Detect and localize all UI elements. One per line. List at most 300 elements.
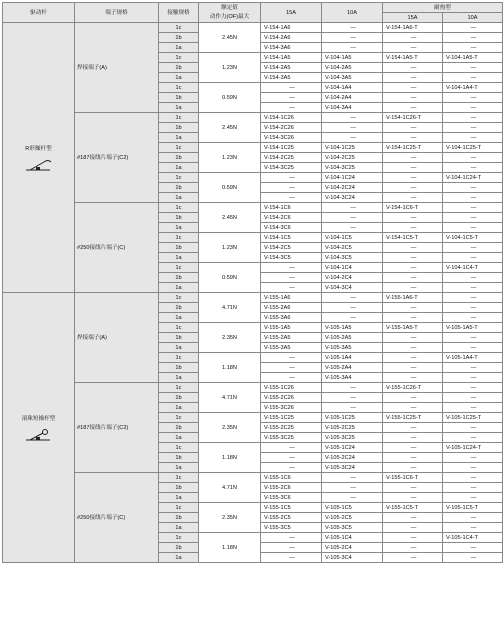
model-cell: —: [443, 133, 503, 143]
model-cell: —: [443, 163, 503, 173]
model-cell: —: [322, 493, 383, 503]
model-cell: —: [443, 473, 503, 483]
model-cell: —: [443, 33, 503, 43]
contact-cell: 1b: [159, 93, 199, 103]
contact-cell: 1a: [159, 163, 199, 173]
model-cell: —: [383, 523, 443, 533]
model-cell: V-105-1A5: [322, 323, 383, 333]
model-cell: V-155-1C26-T: [383, 383, 443, 393]
model-cell: —: [443, 103, 503, 113]
header-heat-resistant: 耐热型: [383, 3, 503, 13]
model-cell: —: [322, 403, 383, 413]
contact-cell: 1a: [159, 223, 199, 233]
contact-cell: 1b: [159, 453, 199, 463]
model-cell: —: [443, 453, 503, 463]
model-cell: —: [383, 303, 443, 313]
model-cell: —: [443, 243, 503, 253]
op-force-cell: 1.18N: [199, 353, 261, 383]
model-cell: V-105-1A4: [322, 353, 383, 363]
model-cell: V-104-1A5: [322, 53, 383, 63]
contact-cell: 1c: [159, 353, 199, 363]
model-cell: —: [383, 163, 443, 173]
model-cell: —: [443, 393, 503, 403]
op-force-cell: 4.71N: [199, 383, 261, 413]
model-cell: —: [383, 63, 443, 73]
model-cell: —: [443, 23, 503, 33]
model-cell: —: [383, 153, 443, 163]
model-cell: —: [322, 43, 383, 53]
model-cell: —: [383, 433, 443, 443]
model-cell: V-154-1C26: [261, 113, 322, 123]
contact-cell: 1b: [159, 363, 199, 373]
model-cell: V-155-2A5: [261, 333, 322, 343]
r-lever-icon: [4, 156, 73, 172]
model-cell: —: [261, 193, 322, 203]
model-cell: V-105-1C4-T: [443, 533, 503, 543]
model-cell: —: [383, 493, 443, 503]
model-cell: —: [383, 553, 443, 563]
model-cell: —: [383, 463, 443, 473]
model-cell: —: [322, 213, 383, 223]
model-cell: —: [383, 93, 443, 103]
model-cell: —: [322, 393, 383, 403]
model-cell: V-154-3A5: [261, 73, 322, 83]
model-cell: —: [443, 213, 503, 223]
model-cell: V-105-1C24: [322, 443, 383, 453]
model-cell: V-104-1C24-T: [443, 173, 503, 183]
model-cell: —: [443, 423, 503, 433]
model-cell: V-104-2C25: [322, 153, 383, 163]
table-row: [3, 203, 503, 213]
contact-cell: 1c: [159, 503, 199, 513]
contact-cell: 1b: [159, 183, 199, 193]
op-force-cell: 0.59N: [199, 83, 261, 113]
contact-cell: 1c: [159, 143, 199, 153]
model-cell: V-104-1A4-T: [443, 83, 503, 93]
model-cell: —: [443, 513, 503, 523]
contact-cell: 1c: [159, 263, 199, 273]
model-cell: V-155-1C6: [261, 473, 322, 483]
contact-cell: 1a: [159, 373, 199, 383]
model-cell: —: [443, 123, 503, 133]
model-cell: V-104-3A5: [322, 73, 383, 83]
model-cell: V-154-2C26: [261, 123, 322, 133]
model-cell: —: [443, 113, 503, 123]
model-cell: —: [443, 253, 503, 263]
contact-cell: 1c: [159, 173, 199, 183]
contact-cell: 1b: [159, 333, 199, 343]
op-force-cell: 1.18N: [199, 533, 261, 563]
model-cell: V-155-2C26: [261, 393, 322, 403]
contact-cell: 1a: [159, 253, 199, 263]
model-cell: V-155-2C6: [261, 483, 322, 493]
contact-cell: 1a: [159, 43, 199, 53]
model-cell: —: [383, 443, 443, 453]
model-cell: V-104-1C25-T: [443, 143, 503, 153]
model-cell: —: [383, 343, 443, 353]
model-cell: —: [261, 373, 322, 383]
model-cell: —: [383, 83, 443, 93]
model-cell: V-155-2A6: [261, 303, 322, 313]
header-terminal: 端子规格: [75, 3, 159, 23]
model-cell: —: [383, 73, 443, 83]
actuator-label: 滚珠短操杆型: [21, 415, 56, 422]
model-cell: V-154-1C26-T: [383, 113, 443, 123]
op-force-cell: 2.45N: [199, 113, 261, 143]
model-cell: —: [443, 363, 503, 373]
model-cell: —: [322, 483, 383, 493]
model-cell: —: [383, 123, 443, 133]
model-cell: —: [383, 353, 443, 363]
model-cell: —: [383, 273, 443, 283]
model-cell: V-155-3A6: [261, 313, 322, 323]
model-cell: V-154-1C25-T: [383, 143, 443, 153]
op-force-cell: 4.71N: [199, 293, 261, 323]
model-cell: V-104-1A4: [322, 83, 383, 93]
model-cell: V-154-2A5: [261, 63, 322, 73]
model-cell: V-104-3A4: [322, 103, 383, 113]
model-cell: —: [443, 193, 503, 203]
model-cell: —: [443, 483, 503, 493]
model-cell: V-155-3C6: [261, 493, 322, 503]
model-cell: V-154-2C5: [261, 243, 322, 253]
model-cell: —: [383, 193, 443, 203]
model-cell: —: [443, 153, 503, 163]
model-cell: —: [443, 93, 503, 103]
model-cell: —: [383, 223, 443, 233]
model-cell: —: [383, 173, 443, 183]
model-cell: V-105-3C4: [322, 553, 383, 563]
model-cell: V-104-3C5: [322, 253, 383, 263]
contact-cell: 1a: [159, 433, 199, 443]
header-op-force: 动作力(OF)最大: [199, 13, 261, 23]
contact-cell: 1b: [159, 483, 199, 493]
model-cell: —: [261, 553, 322, 563]
model-cell: V-154-3C26: [261, 133, 322, 143]
model-cell: —: [443, 403, 503, 413]
model-cell: —: [443, 343, 503, 353]
model-cell: —: [261, 93, 322, 103]
contact-cell: 1a: [159, 133, 199, 143]
op-force-cell: 2.45N: [199, 23, 261, 53]
contact-cell: 1c: [159, 113, 199, 123]
model-cell: V-105-1A5-T: [443, 323, 503, 333]
header-ht-10a: 10A: [443, 13, 503, 23]
model-cell: V-105-1C25-T: [443, 413, 503, 423]
model-cell: —: [443, 333, 503, 343]
contact-cell: 1b: [159, 213, 199, 223]
model-cell: V-155-2C25: [261, 423, 322, 433]
actuator-cell: [3, 293, 75, 563]
contact-cell: 1c: [159, 413, 199, 423]
model-cell: V-154-2C25: [261, 153, 322, 163]
model-cell: V-104-1C5: [322, 233, 383, 243]
contact-cell: 1c: [159, 473, 199, 483]
op-force-cell: 2.35N: [199, 503, 261, 533]
model-cell: —: [443, 43, 503, 53]
model-cell: —: [443, 373, 503, 383]
model-cell: V-154-2A6: [261, 33, 322, 43]
model-cell: —: [261, 173, 322, 183]
model-cell: V-105-2C25: [322, 423, 383, 433]
header-contact: 接触规格: [159, 3, 199, 23]
model-cell: —: [443, 223, 503, 233]
header-10a: 10A: [322, 3, 383, 23]
contact-cell: 1a: [159, 193, 199, 203]
model-table-body: [3, 23, 503, 563]
model-cell: —: [322, 313, 383, 323]
model-cell: —: [383, 393, 443, 403]
model-cell: —: [443, 303, 503, 313]
header-actuator: 驱动杆: [3, 3, 75, 23]
model-cell: —: [322, 33, 383, 43]
op-force-cell: 1.23N: [199, 53, 261, 83]
contact-cell: 1a: [159, 523, 199, 533]
model-cell: V-154-1A6-T: [383, 23, 443, 33]
contact-cell: 1b: [159, 393, 199, 403]
model-table: [2, 2, 503, 563]
model-cell: —: [383, 453, 443, 463]
model-cell: V-104-2A5: [322, 63, 383, 73]
model-cell: —: [383, 33, 443, 43]
roller-lever-icon: [4, 426, 73, 442]
model-cell: —: [261, 453, 322, 463]
model-cell: —: [322, 223, 383, 233]
model-cell: V-105-2A4: [322, 363, 383, 373]
model-cell: V-105-1C24-T: [443, 443, 503, 453]
op-force-cell: 2.35N: [199, 323, 261, 353]
model-cell: V-105-1C5: [322, 503, 383, 513]
model-cell: V-155-3C5: [261, 523, 322, 533]
model-cell: —: [261, 183, 322, 193]
model-cell: —: [383, 43, 443, 53]
model-cell: —: [443, 203, 503, 213]
model-cell: —: [443, 63, 503, 73]
table-row: [3, 23, 503, 33]
model-cell: —: [322, 473, 383, 483]
model-cell: —: [322, 293, 383, 303]
model-cell: V-155-1C26: [261, 383, 322, 393]
model-cell: —: [383, 333, 443, 343]
model-cell: —: [383, 213, 443, 223]
model-cell: —: [383, 133, 443, 143]
model-cell: V-105-2A5: [322, 333, 383, 343]
model-cell: —: [383, 363, 443, 373]
contact-cell: 1b: [159, 153, 199, 163]
contact-cell: 1a: [159, 313, 199, 323]
op-force-cell: 1.23N: [199, 143, 261, 173]
contact-cell: 1b: [159, 243, 199, 253]
model-cell: —: [261, 463, 322, 473]
model-cell: V-154-1C5-T: [383, 233, 443, 243]
model-cell: V-104-1C4: [322, 263, 383, 273]
model-cell: V-155-1C5-T: [383, 503, 443, 513]
model-cell: V-154-3C6: [261, 223, 322, 233]
model-cell: —: [322, 123, 383, 133]
contact-cell: 1c: [159, 53, 199, 63]
contact-cell: 1c: [159, 83, 199, 93]
model-cell: V-104-1C25: [322, 143, 383, 153]
model-cell: V-155-1A5: [261, 323, 322, 333]
model-cell: V-155-1C25-T: [383, 413, 443, 423]
model-cell: —: [443, 273, 503, 283]
terminal-cell: #187接线片端子(C2): [75, 383, 159, 473]
model-cell: V-154-1C6-T: [383, 203, 443, 213]
model-cell: V-154-1C5: [261, 233, 322, 243]
model-cell: V-154-3C5: [261, 253, 322, 263]
model-cell: V-154-3C25: [261, 163, 322, 173]
model-cell: V-104-1A5-T: [443, 53, 503, 63]
model-cell: V-155-1A5-T: [383, 323, 443, 333]
model-cell: —: [443, 293, 503, 303]
model-cell: —: [261, 83, 322, 93]
contact-cell: 1c: [159, 533, 199, 543]
model-cell: V-104-3C24: [322, 193, 383, 203]
model-cell: —: [261, 263, 322, 273]
model-cell: V-155-3C25: [261, 433, 322, 443]
model-cell: —: [443, 433, 503, 443]
model-cell: V-104-1C5-T: [443, 233, 503, 243]
model-cell: —: [443, 543, 503, 553]
model-cell: V-154-1A6: [261, 23, 322, 33]
contact-cell: 1c: [159, 323, 199, 333]
contact-cell: 1a: [159, 403, 199, 413]
model-cell: —: [383, 483, 443, 493]
model-cell: V-105-3A4: [322, 373, 383, 383]
model-cell: —: [261, 103, 322, 113]
contact-cell: 1c: [159, 293, 199, 303]
model-cell: V-155-3A5: [261, 343, 322, 353]
model-cell: —: [261, 273, 322, 283]
model-cell: V-155-2C5: [261, 513, 322, 523]
model-cell: V-104-3C4: [322, 283, 383, 293]
model-cell: —: [261, 543, 322, 553]
model-cell: V-104-2C5: [322, 243, 383, 253]
terminal-cell: #187接线片端子(C2): [75, 113, 159, 203]
actuator-label: R形操杆型: [25, 145, 52, 152]
model-cell: —: [383, 543, 443, 553]
model-cell: —: [383, 313, 443, 323]
contact-cell: 1b: [159, 123, 199, 133]
op-force-cell: 4.71N: [199, 473, 261, 503]
contact-cell: 1b: [159, 303, 199, 313]
model-cell: V-154-1C25: [261, 143, 322, 153]
model-cell: V-105-1C5-T: [443, 503, 503, 513]
model-cell: —: [383, 283, 443, 293]
model-cell: V-104-3C25: [322, 163, 383, 173]
model-cell: —: [383, 423, 443, 433]
model-cell: —: [383, 183, 443, 193]
model-cell: V-105-2C4: [322, 543, 383, 553]
model-cell: V-155-3C26: [261, 403, 322, 413]
model-cell: —: [261, 353, 322, 363]
model-cell: —: [383, 403, 443, 413]
contact-cell: 1a: [159, 283, 199, 293]
model-cell: V-105-2C24: [322, 453, 383, 463]
op-force-cell: 0.59N: [199, 263, 261, 293]
op-force-cell: 1.18N: [199, 443, 261, 473]
model-cell: —: [383, 263, 443, 273]
model-cell: —: [443, 493, 503, 503]
contact-cell: 1b: [159, 543, 199, 553]
model-cell: V-105-3C5: [322, 523, 383, 533]
terminal-cell: #250接线片端子(C): [75, 203, 159, 293]
model-cell: V-104-2A4: [322, 93, 383, 103]
model-cell: V-155-1C25: [261, 413, 322, 423]
contact-cell: 1b: [159, 63, 199, 73]
model-cell: —: [261, 443, 322, 453]
model-cell: —: [322, 23, 383, 33]
contact-cell: 1c: [159, 23, 199, 33]
contact-cell: 1b: [159, 513, 199, 523]
op-force-cell: 2.45N: [199, 203, 261, 233]
contact-cell: 1a: [159, 73, 199, 83]
model-cell: V-154-1A5-T: [383, 53, 443, 63]
contact-cell: 1b: [159, 273, 199, 283]
model-cell: —: [383, 243, 443, 253]
contact-cell: 1c: [159, 383, 199, 393]
header-15a: 15A: [261, 3, 322, 23]
contact-cell: 1c: [159, 203, 199, 213]
contact-cell: 1a: [159, 463, 199, 473]
model-cell: —: [443, 183, 503, 193]
model-cell: —: [322, 133, 383, 143]
contact-cell: 1a: [159, 493, 199, 503]
model-cell: —: [261, 283, 322, 293]
model-cell: V-155-1C6-T: [383, 473, 443, 483]
contact-cell: 1b: [159, 423, 199, 433]
contact-cell: 1c: [159, 443, 199, 453]
model-cell: —: [383, 103, 443, 113]
header-row-1: [3, 3, 503, 13]
model-cell: —: [443, 383, 503, 393]
model-cell: V-105-3C24: [322, 463, 383, 473]
model-cell: —: [383, 513, 443, 523]
model-cell: V-104-1C24: [322, 173, 383, 183]
model-cell: V-104-2C4: [322, 273, 383, 283]
model-cell: V-155-1C5: [261, 503, 322, 513]
contact-cell: 1b: [159, 33, 199, 43]
model-cell: V-104-1C4-T: [443, 263, 503, 273]
op-force-cell: 1.23N: [199, 233, 261, 263]
model-cell: V-105-1C4: [322, 533, 383, 543]
model-cell: —: [443, 553, 503, 563]
model-cell: —: [322, 203, 383, 213]
table-row: [3, 473, 503, 483]
terminal-cell: 焊接端子(A): [75, 23, 159, 113]
model-cell: V-105-2C5: [322, 513, 383, 523]
model-cell: V-154-3A6: [261, 43, 322, 53]
op-force-cell: 2.35N: [199, 413, 261, 443]
model-cell: —: [322, 303, 383, 313]
model-cell: V-105-3C25: [322, 433, 383, 443]
contact-cell: 1c: [159, 233, 199, 243]
model-cell: V-105-3A5: [322, 343, 383, 353]
model-cell: V-154-1C6: [261, 203, 322, 213]
model-cell: V-155-1A6-T: [383, 293, 443, 303]
model-cell: —: [443, 73, 503, 83]
header-rated-value: 额定值: [199, 3, 261, 13]
model-cell: —: [443, 283, 503, 293]
terminal-cell: #250接线片端子(C): [75, 473, 159, 563]
model-cell: —: [443, 313, 503, 323]
table-row: [3, 293, 503, 303]
actuator-cell: [3, 23, 75, 293]
table-row: [3, 113, 503, 123]
model-cell: —: [443, 463, 503, 473]
terminal-cell: 焊接端子(A): [75, 293, 159, 383]
model-cell: —: [261, 533, 322, 543]
